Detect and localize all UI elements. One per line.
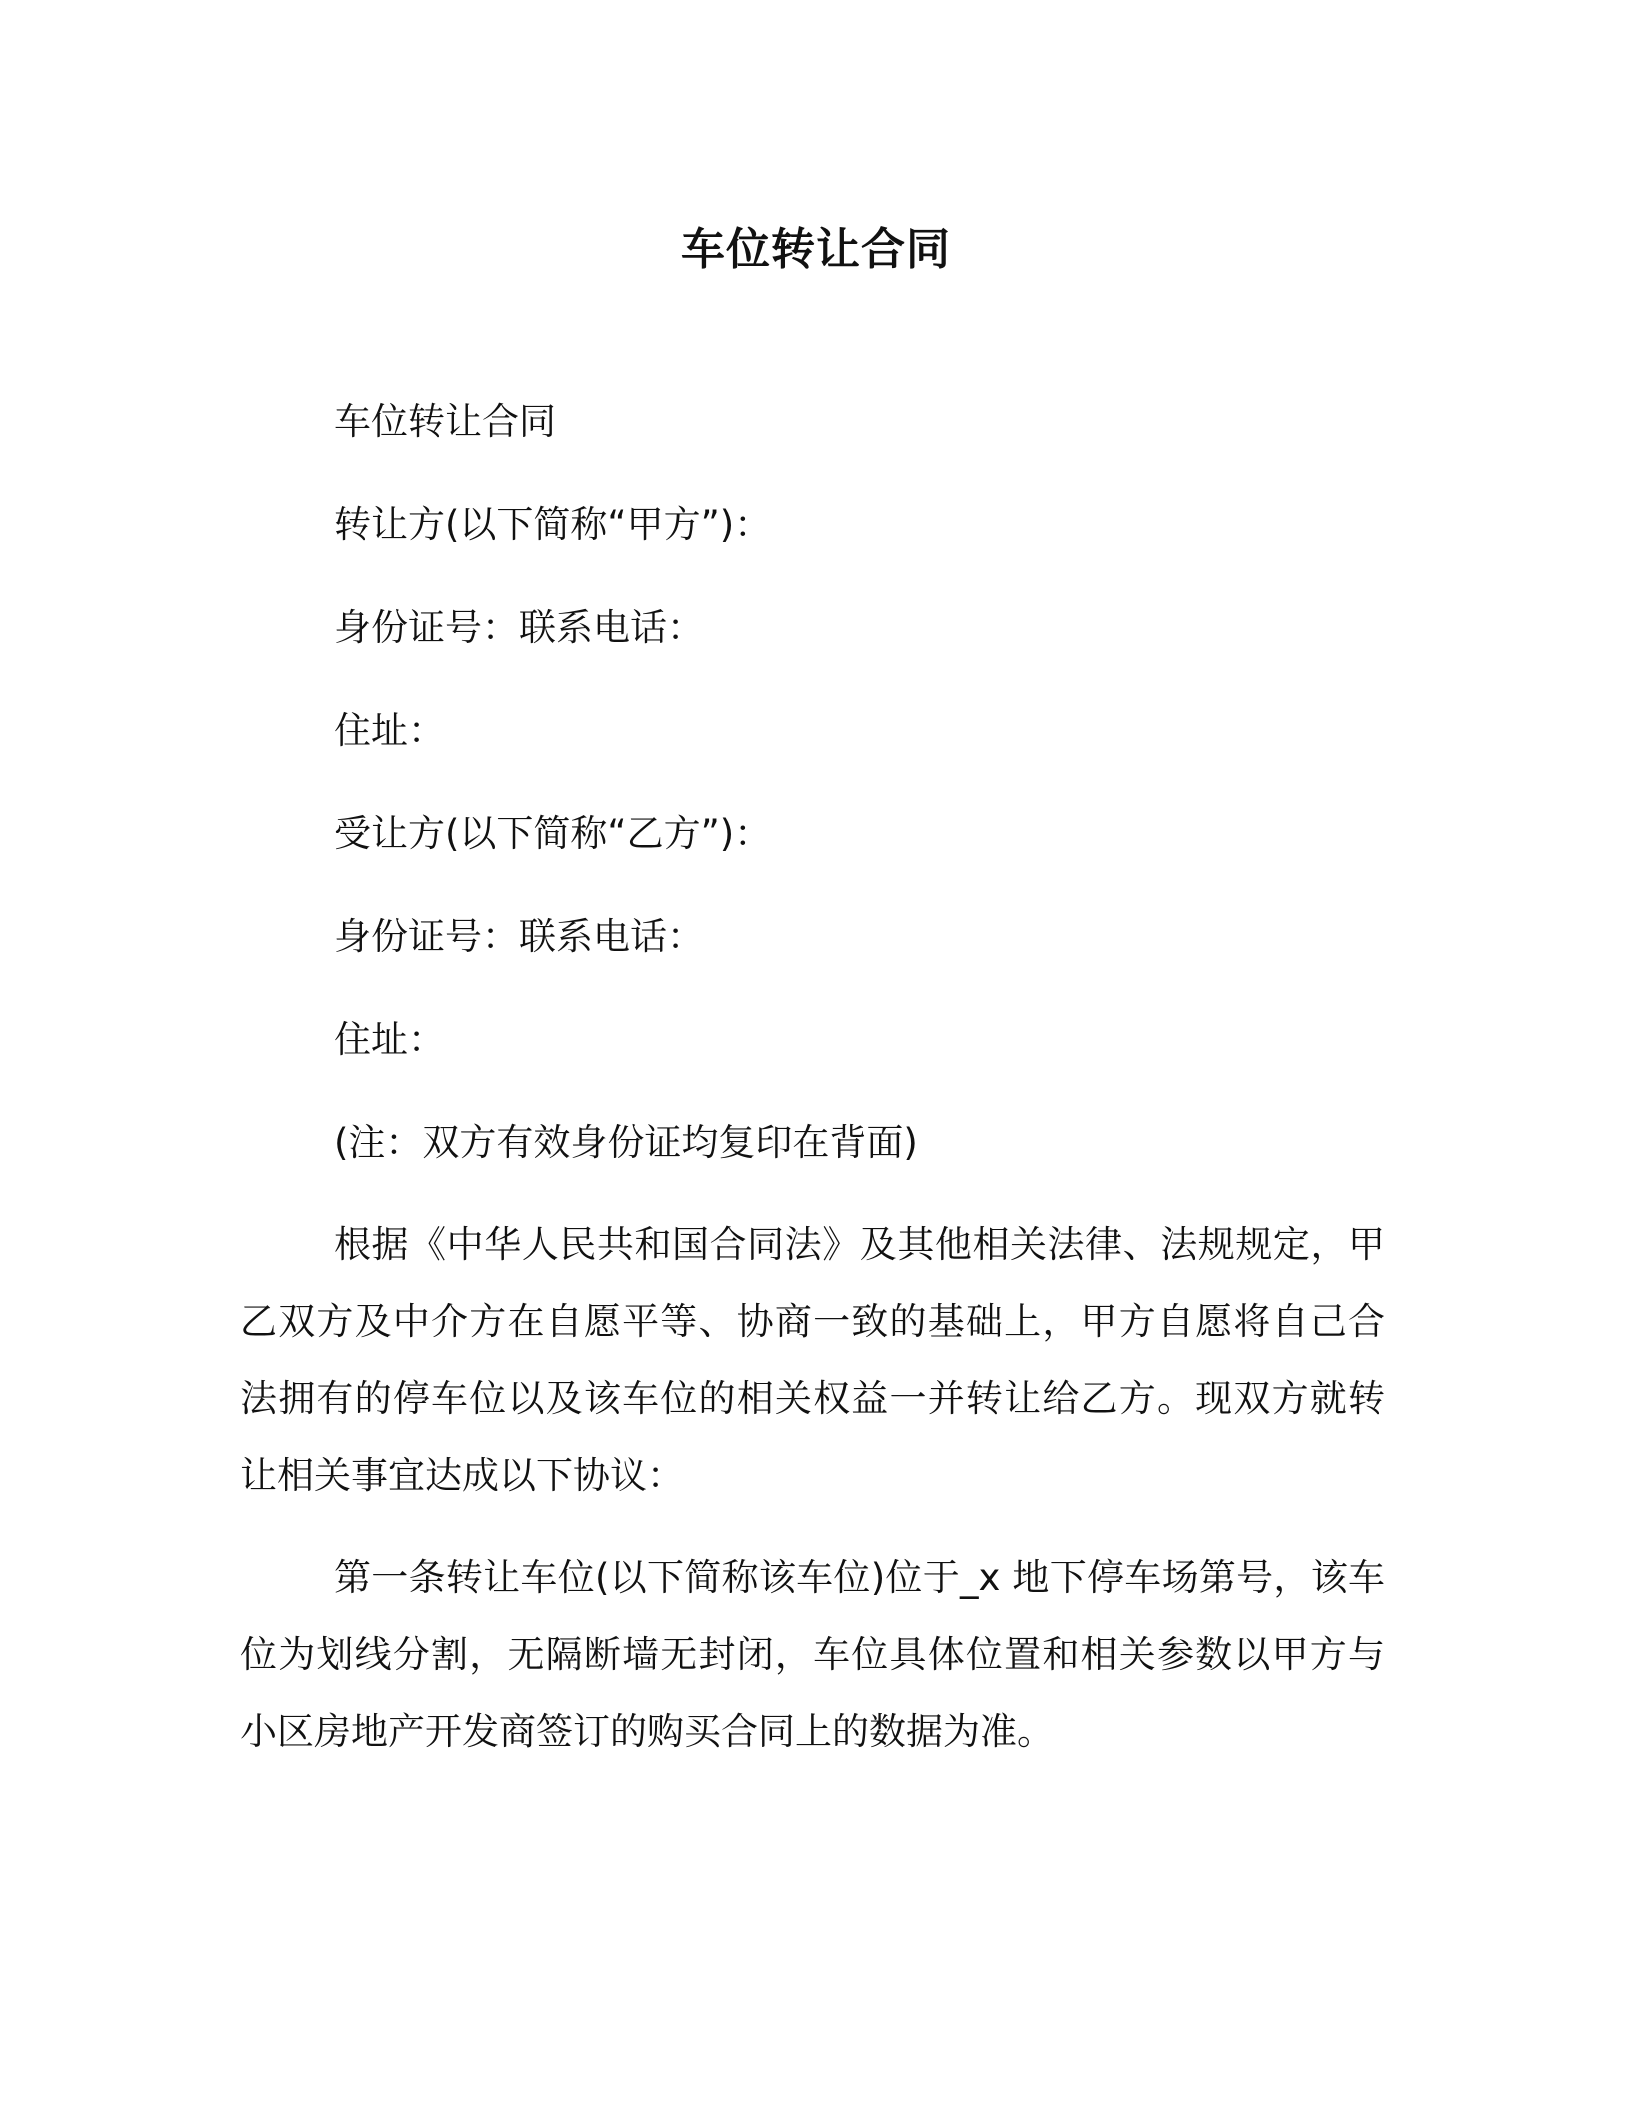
contract-subtitle: 车位转让合同 — [334, 400, 556, 443]
transferee-label: 受让方(以下简称“乙方”)： — [334, 812, 772, 855]
transferee-address: 住址： — [334, 1018, 445, 1061]
transferor-label: 转让方(以下简称“甲方”)： — [334, 503, 772, 546]
transferor-id-phone: 身份证号：联系电话： — [334, 606, 704, 649]
id-copy-note: (注：双方有效身份证均复印在背面) — [334, 1121, 918, 1164]
transferor-address: 住址： — [334, 709, 445, 752]
preamble-paragraph: 根据《中华人民共和国合同法》及其他相关法律、法规规定，甲乙双方及中介方在自愿平等、协商一致的基础上，甲方自愿将自己合法拥有的停车位以及该车位的相关权益一并转让给乙方。现双方就转让相关事宜达成以下协议： — [240, 1223, 1385, 1497]
document-title: 车位转让合同 — [681, 224, 951, 275]
transferee-id-phone: 身份证号：联系电话： — [334, 915, 704, 958]
article-1-paragraph: 第一条转让车位(以下简称该车位)位于_x 地下停车场第号，该车位为划线分割，无隔断墙无封闭，车位具体位置和相关参数以甲方与小区房地产开发商签订的购买合同上的数据为准。 — [240, 1556, 1385, 1753]
